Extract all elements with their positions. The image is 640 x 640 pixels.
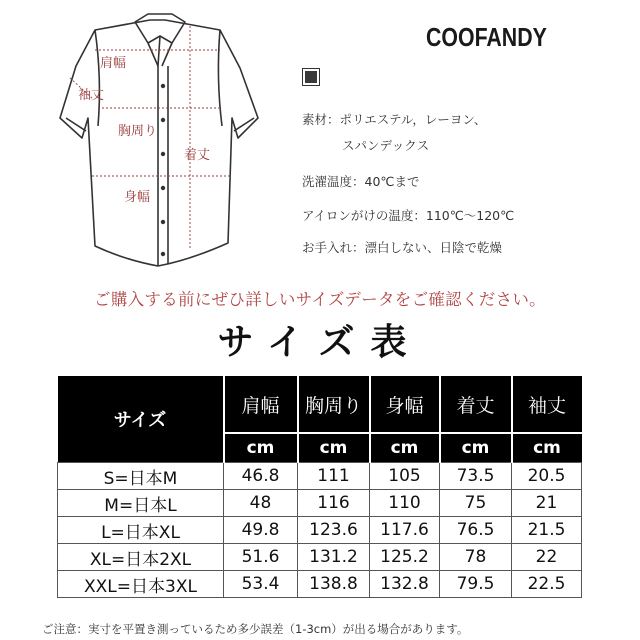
value-cell: 22.5 bbox=[512, 571, 582, 598]
size-cell: S=日本M bbox=[58, 463, 224, 490]
unit-cell: cm bbox=[512, 433, 582, 463]
size-table-title: サイズ表 bbox=[217, 322, 423, 363]
value-cell: 20.5 bbox=[512, 463, 582, 490]
purchase-notice: ご購入する前にぜひ詳しいサイズデータをご確認ください。 bbox=[94, 290, 546, 309]
table-row bbox=[58, 544, 582, 571]
unit-cell: cm bbox=[298, 433, 370, 463]
table-row bbox=[58, 463, 582, 490]
size-cell: M=日本L bbox=[58, 490, 224, 517]
brand-logo: COOFANDY bbox=[426, 22, 547, 52]
value-cell: 79.5 bbox=[440, 571, 512, 598]
value-cell: 116 bbox=[298, 490, 370, 517]
value-cell: 125.2 bbox=[370, 544, 440, 571]
spec-iron: アイロンがけの温度：110℃～120℃ bbox=[302, 208, 515, 223]
value-cell: 48 bbox=[224, 490, 298, 517]
shoulder-label: 肩幅 bbox=[100, 56, 127, 71]
value-cell: 110 bbox=[370, 490, 440, 517]
value-cell: 138.8 bbox=[298, 571, 370, 598]
width-label: 身幅 bbox=[124, 190, 151, 205]
header-length: 着丈 bbox=[440, 376, 512, 433]
value-cell: 123.6 bbox=[298, 517, 370, 544]
value-cell: 21 bbox=[512, 490, 582, 517]
value-cell: 131.2 bbox=[298, 544, 370, 571]
header-width: 身幅 bbox=[370, 376, 440, 433]
spec-material: 素材：ポリエステル，レーヨン、 bbox=[302, 112, 487, 127]
value-cell: 75 bbox=[440, 490, 512, 517]
size-cell: L=日本XL bbox=[58, 517, 224, 544]
shirt-diagram bbox=[40, 8, 280, 278]
value-cell: 76.5 bbox=[440, 517, 512, 544]
value-cell: 53.4 bbox=[224, 571, 298, 598]
spec-care: お手入れ：漂白しない、日陰で乾燥 bbox=[302, 240, 503, 255]
value-cell: 117.6 bbox=[370, 517, 440, 544]
value-cell: 73.5 bbox=[440, 463, 512, 490]
header-sleeve: 袖丈 bbox=[512, 376, 582, 433]
table-row bbox=[58, 571, 582, 598]
value-cell: 105 bbox=[370, 463, 440, 490]
value-cell: 132.8 bbox=[370, 571, 440, 598]
header-shoulder: 肩幅 bbox=[224, 376, 298, 433]
size-cell: XL=日本2XL bbox=[58, 544, 224, 571]
value-cell: 21.5 bbox=[512, 517, 582, 544]
table-row bbox=[58, 517, 582, 544]
spec-material-cont: スパンデックス bbox=[342, 138, 430, 153]
table-row bbox=[58, 490, 582, 517]
unit-cell: cm bbox=[224, 433, 298, 463]
value-cell: 49.8 bbox=[224, 517, 298, 544]
header-chest: 胸周り bbox=[298, 376, 370, 433]
sleeve-label: 袖丈 bbox=[78, 88, 105, 103]
value-cell: 111 bbox=[298, 463, 370, 490]
length-label: 着丈 bbox=[184, 148, 211, 163]
value-cell: 51.6 bbox=[224, 544, 298, 571]
spec-wash: 洗濯温度：40℃まで bbox=[302, 174, 420, 189]
size-table bbox=[57, 376, 582, 598]
value-cell: 78 bbox=[440, 544, 512, 571]
size-cell: XXL=日本3XL bbox=[58, 571, 224, 598]
unit-cell: cm bbox=[370, 433, 440, 463]
unit-cell: cm bbox=[440, 433, 512, 463]
chest-label: 胸周り bbox=[118, 124, 158, 139]
color-swatch bbox=[302, 68, 320, 86]
value-cell: 46.8 bbox=[224, 463, 298, 490]
header-size: サイズ bbox=[58, 376, 224, 463]
footnote: ご注意：実寸を平置き測っているため多少誤差（1-3cm）が出る場合があります。 bbox=[42, 622, 469, 636]
value-cell: 22 bbox=[512, 544, 582, 571]
